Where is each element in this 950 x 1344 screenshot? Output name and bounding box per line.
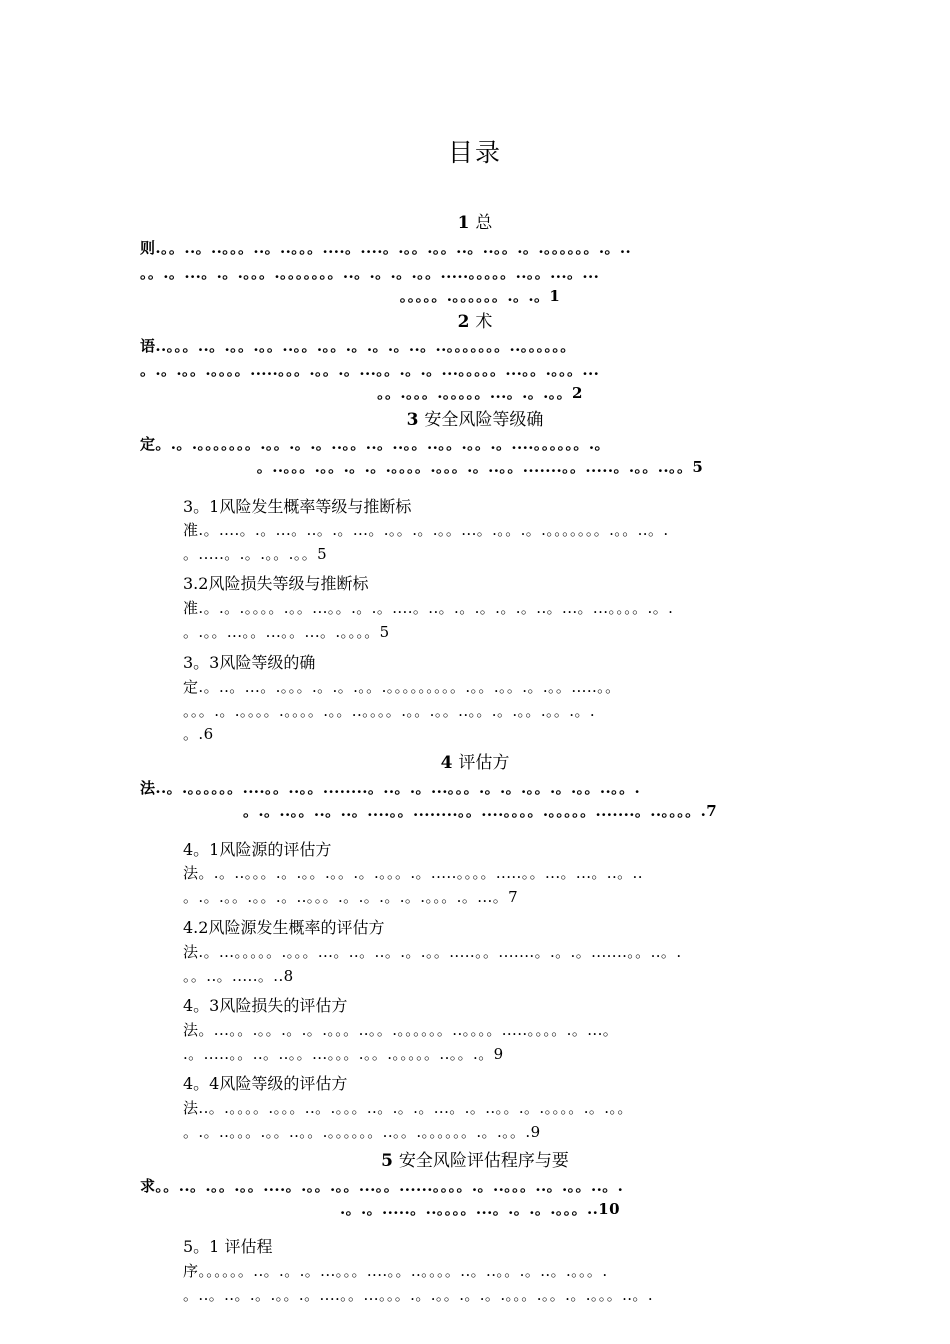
toc-leader-line-page: 。.....。.。.。。.。。5 <box>183 545 328 563</box>
toc-number: 1 <box>457 213 470 233</box>
toc-title: 目录 <box>447 138 502 167</box>
toc-leader-line-page: .。.。.....。..。。。。...。.。.。.。。。..10 <box>340 1200 620 1218</box>
toc-subheading-4-1[interactable]: 4。1风险源的评估方 <box>183 840 332 859</box>
toc-heading-5[interactable] <box>0 1150 950 1172</box>
toc-heading-text: 安全风险评估程序与要 <box>398 1151 569 1171</box>
toc-leader-line: 。..。..。.。.。。.。....。。...。。。.。.。。.。.。.。。。.。。.。.。。。..。. <box>183 1286 654 1304</box>
toc-leader-line-page: 。.。.。。.。。.。..。。。.。.。.。.。.。。。.。...。7 <box>183 888 519 906</box>
toc-leader-line: 法。...。。.。。.。.。.。。。..。。.。。。。。。..。。。。.....。。。。.。...。 <box>183 1021 619 1039</box>
toc-leader-line: 定。.。.。。。。。。。.。。.。.。..。。..。..。。..。。.。。.。....。。。。。。.。 <box>140 435 610 453</box>
toc-heading-3[interactable] <box>0 409 950 431</box>
toc-heading-text: 安全风险等级确 <box>424 410 544 430</box>
toc-leader-line-page: 。.。..。。..。..。....。。........。。....。。。。.。。。。。.......。..。。。。.7 <box>242 802 718 820</box>
toc-leader-line: 定.。..。...。.。。。.。.。.。。.。。。。。。。。。.。。.。。.。.。。.....。。 <box>183 678 621 696</box>
toc-leader-line: 语..。。。..。.。。.。。..。。.。。.。.。.。..。..。。。。。。。..。。。。。。 <box>140 337 576 355</box>
toc-leader-line-page: 。。.。。。.。。。。。...。.。.。。2 <box>377 384 583 402</box>
toc-number: 2 <box>457 312 470 332</box>
toc-leader-line: 序。。。。。。..。.。.。...。。。....。。..。。。。..。..。。.。..。.。。。. <box>183 1262 608 1280</box>
toc-subheading-4-4[interactable]: 4。4风险等级的评估方 <box>183 1074 348 1093</box>
toc-leader-line: 准.。.。.。。。。.。。...。。.。.。....。..。.。.。.。.。..。...。...。。。。.。. <box>183 599 674 617</box>
toc-heading-text: 评估方 <box>458 753 510 773</box>
toc-leader-line: 法..。.。。。。.。。。..。.。。。..。.。.。...。.。..。。.。.。。。。.。.。。 <box>183 1099 633 1117</box>
toc-leader-line: 准.。....。.。...。..。.。...。.。。.。.。。...。.。。.。.。。。。。。。.。。..。. <box>183 521 669 539</box>
toc-leader-line-page: 。.。..。。。.。。..。。.。。。。。。..。。.。。。。。。.。.。。.9 <box>183 1123 541 1141</box>
toc-subheading-5-1[interactable]: 5。1 评估程 <box>183 1237 273 1256</box>
toc-leader-line-page: 。..。。。.。。.。.。.。。。。.。。。.。..。。.......。。.....。.。。..。。5 <box>256 458 704 476</box>
toc-number: 3 <box>406 410 419 430</box>
toc-leader-line: 。。。.。.。。。。.。。。。.。。..。。。。.。。.。。..。。.。.。。.。。.。. <box>183 702 596 720</box>
toc-leader-line: 法.。...。。。。。.。。。...。..。..。.。.。。.....。。.......。.。.。.......。。..。. <box>183 943 682 961</box>
toc-heading-1[interactable] <box>0 212 950 234</box>
toc-leader-line: 。。.。...。.。.。。。.。。。。。。。..。.。.。.。。.....。。。。。..。。...。... <box>140 264 600 282</box>
toc-heading-4[interactable] <box>0 752 950 774</box>
toc-leader-line-page: .。.....。。..。..。。...。。。.。。.。。。。。..。。.。9 <box>183 1045 504 1063</box>
toc-leader-line-page: 。.6 <box>183 725 214 743</box>
toc-leader-line: 则.。。..。..。。。..。..。。。....。....。.。。.。。..。..。。.。.。。。。。。.。.. <box>140 239 632 257</box>
toc-leader-line-page: 。.。。...。。...。。...。.。。。。5 <box>183 623 390 641</box>
toc-heading-text: 术 <box>475 312 493 332</box>
toc-number: 5 <box>381 1151 393 1171</box>
toc-leader-line: 法。.。..。。。.。.。。.。。.。.。。。.。.....。。。。.....。。...。...。..。.. <box>183 864 643 882</box>
toc-heading-text: 总 <box>475 213 493 233</box>
toc-leader-line: 法..。.。。。。。。....。。..。。........。..。.。...。。。.。.。.。。.。.。。..。。. <box>140 779 641 797</box>
toc-number: 4 <box>440 753 453 773</box>
toc-leader-line: 求。。..。.。。.。。....。.。。.。。...。。......。。。。.。..。。。..。.。。..。. <box>140 1177 624 1195</box>
toc-subheading-3-3[interactable]: 3。3风险等级的确 <box>183 653 316 672</box>
toc-leader-line-page: 。。..。.....。..8 <box>183 967 294 985</box>
toc-leader-line: 。.。.。。.。。。。.....。。。.。。.。...。。.。.。...。。。。。...。。.。。。... <box>140 361 600 379</box>
toc-subheading-3-2[interactable]: 3.2风险损失等级与推断标 <box>183 574 369 593</box>
toc-subheading-4-3[interactable]: 4。3风险损失的评估方 <box>183 996 348 1015</box>
toc-subheading-4-2[interactable]: 4.2风险源发生概率的评估方 <box>183 918 385 937</box>
toc-leader-line-page: 。。。。。.。。。。。。.。.。1 <box>399 287 561 305</box>
toc-subheading-3-1[interactable]: 3。1风险发生概率等级与推断标 <box>183 497 412 516</box>
toc-heading-2[interactable] <box>0 311 950 333</box>
